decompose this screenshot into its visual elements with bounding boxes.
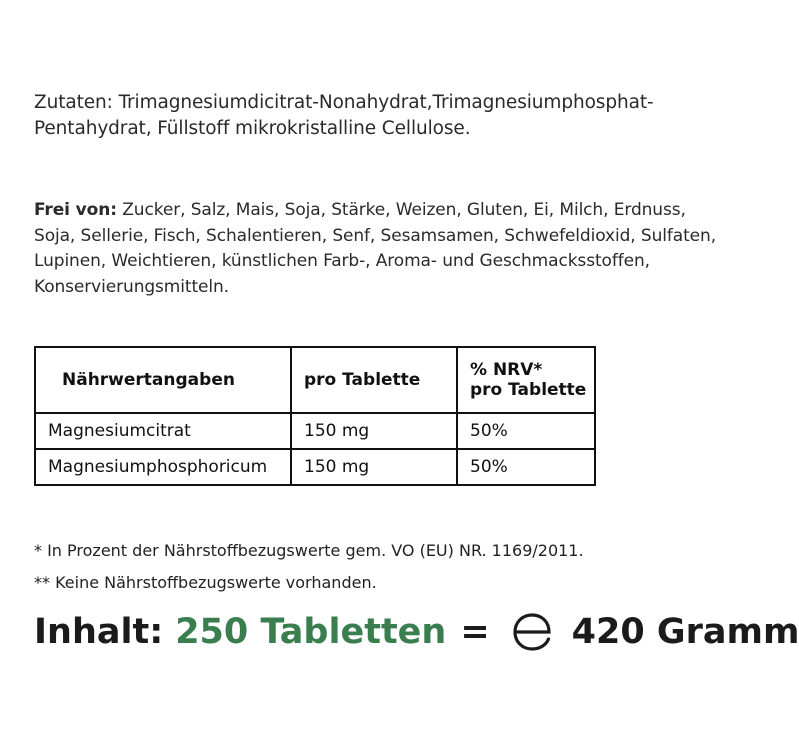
free-from-list: Zucker, Salz, Mais, Soja, Stärke, Weizen, Gluten, Ei, Milch, Erdnuss, Soja, Sellerie, Fisch, Schalentieren, Senf, Sesamsamen, Schwefeldioxid, Sulfaten, Lupinen, Weichtieren, künstlichen Farb-, Aroma- und Geschmacksstoffen, Konservierungsmitteln.	[34, 200, 717, 297]
content-line	[34, 612, 799, 652]
e-mark-icon	[510, 612, 554, 652]
footnote-no-reference: ** Keine Nährstoffbezugswerte vorhanden.	[34, 573, 377, 592]
table-row	[35, 413, 595, 449]
row-2-nrv: 50%	[457, 449, 595, 485]
free-from-label: Frei von:	[34, 200, 117, 220]
ingredients-text: Zutaten: Trimagnesiumdicitrat-Nonahydrat,Trimagnesiumphosphat-Pentahydrat, Füllstoff mikrokristalline Cellulose.	[34, 92, 654, 139]
content-amount: 250 Tabletten	[175, 612, 447, 652]
header-pro-tablette: pro Tablette	[291, 347, 457, 413]
content-label: Inhalt:	[34, 612, 164, 652]
nutrition-table	[34, 346, 596, 486]
header-nrv	[457, 347, 595, 413]
header-naehrwertangaben: Nährwertangaben	[35, 347, 291, 413]
content-weight: 420 Gramm	[571, 612, 799, 652]
header-nrv-line2: pro Tablette	[470, 380, 587, 400]
row-1-name: Magnesiumcitrat	[35, 413, 291, 449]
content-equals: =	[460, 612, 490, 652]
row-1-amount: 150 mg	[291, 413, 457, 449]
header-nrv-line1: % NRV*	[470, 360, 543, 380]
table-header-row	[35, 347, 595, 413]
table-row	[35, 449, 595, 485]
footnote-nrv: * In Prozent der Nährstoffbezugswerte gem. VO (EU) NR. 1169/2011.	[34, 541, 584, 560]
row-2-name: Magnesiumphosphoricum	[35, 449, 291, 485]
row-2-amount: 150 mg	[291, 449, 457, 485]
free-from-text	[34, 198, 724, 300]
row-1-nrv: 50%	[457, 413, 595, 449]
